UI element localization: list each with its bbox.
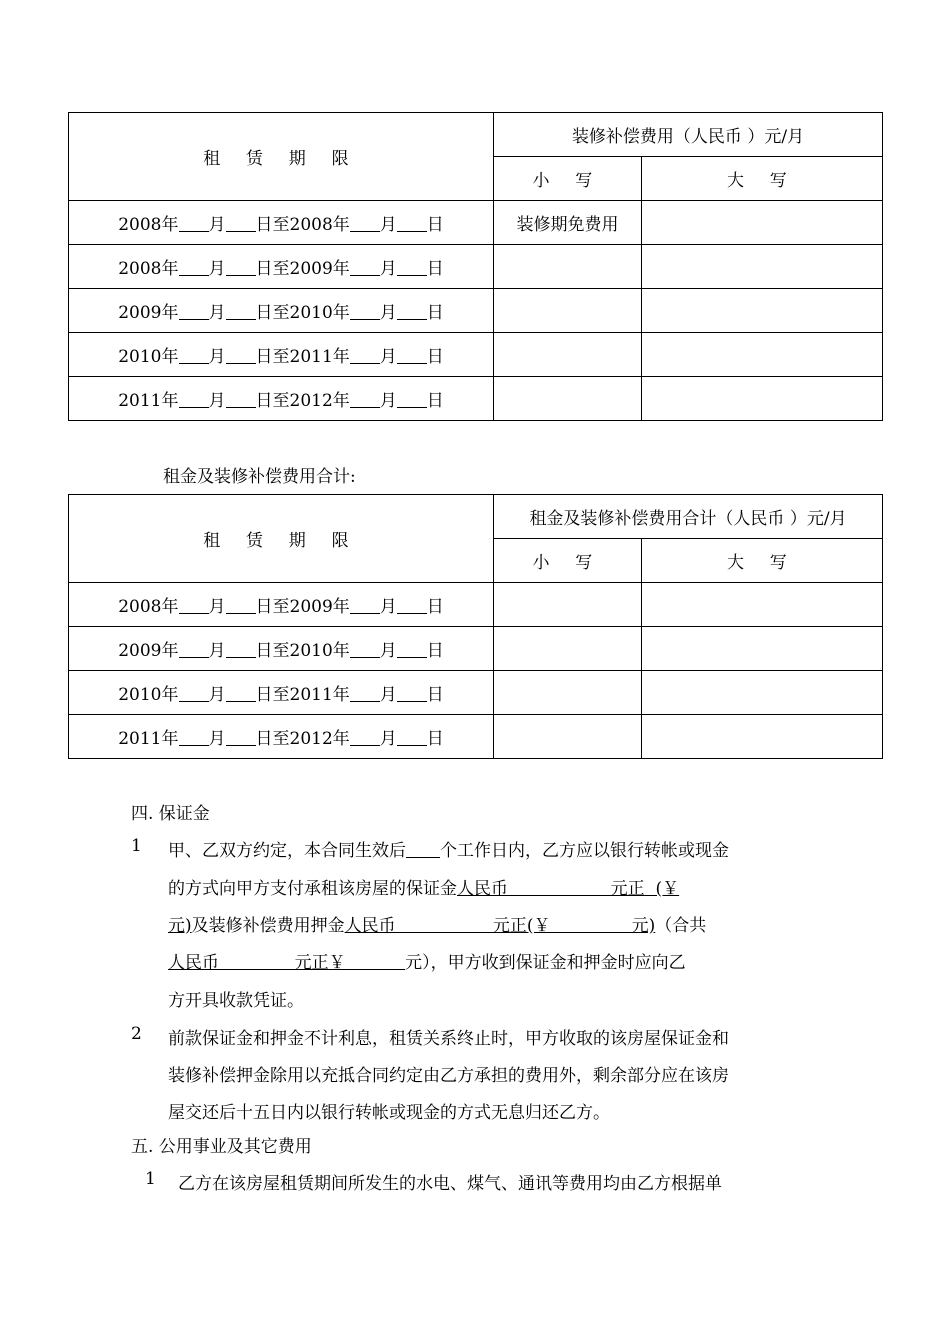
large-cell [642,333,883,377]
section5-heading: 五. 公用事业及其它费用 [131,1137,312,1157]
section4-item2-line3: 屋交还后十五日内以银行转帐或现金的方式无息归还乙方。 [168,1103,610,1123]
period-cell: 2010年 月 日至2011年 月 日 [69,671,494,715]
section4-item2-line1: 前款保证金和押金不计利息，租赁关系终止时，甲方收取的该房屋保证金和 [168,1029,729,1049]
period-cell: 2010年 月 日至2011年 月 日 [69,333,494,377]
table-row [69,377,883,421]
header-period: 租 赁 期 限 [69,495,494,583]
item-number: 1 [145,1169,156,1189]
table-row [69,245,883,289]
large-cell [642,671,883,715]
period-cell: 2008年 月 日至2009年 月 日 [69,583,494,627]
section4-item1-line1: 甲、乙双方约定，本合同生效后 个工作日内，乙方应以银行转帐或现金 [168,841,729,861]
period-cell: 2008年 月 日至2009年 月 日 [69,245,494,289]
renovation-fee-table [68,112,883,421]
table-row [69,627,883,671]
small-cell [494,289,642,333]
header-fee: 租金及装修补偿费用合计（人民币 ）元/月 [494,495,883,539]
section4-item1-line3: 元)及装修补偿费用押金人民币 元正(￥ 元)（合共 [168,916,707,936]
header-large: 大 写 [642,539,883,583]
item-number: 1 [131,836,142,856]
section4-item2-line2: 装修补偿押金除用以充抵合同约定由乙方承担的费用外，剩余部分应在该房 [168,1066,729,1086]
period-cell: 2009年 月 日至2010年 月 日 [69,289,494,333]
small-cell [494,627,642,671]
period-cell: 2011年 月 日至2012年 月 日 [69,377,494,421]
section4-item1-line4: 人民币 元正￥ 元），甲方收到保证金和押金时应向乙 [168,953,686,973]
period-cell: 2008年 月 日至2008年 月 日 [69,201,494,245]
large-cell [642,201,883,245]
section4-heading: 四. 保证金 [131,804,210,824]
period-cell: 2011年 月 日至2012年 月 日 [69,715,494,759]
header-period: 租 赁 期 限 [69,113,494,201]
small-cell [494,377,642,421]
small-cell [494,715,642,759]
small-cell [494,333,642,377]
header-small: 小 写 [494,157,642,201]
small-cell [494,583,642,627]
section4-item1-line5: 方开具收款凭证。 [168,991,304,1011]
large-cell [642,627,883,671]
small-cell [494,245,642,289]
rent-total-table [68,494,883,759]
small-cell: 装修期免费用 [494,201,642,245]
table-row [69,715,883,759]
section5-item1-line1: 乙方在该房屋租赁期间所发生的水电、煤气、通讯等费用均由乙方根据单 [178,1174,722,1194]
header-fee: 装修补偿费用（人民币 ）元/月 [494,113,883,157]
period-cell: 2009年 月 日至2010年 月 日 [69,627,494,671]
large-cell [642,377,883,421]
table-row [69,333,883,377]
large-cell [642,583,883,627]
table-row [69,289,883,333]
table-row [69,583,883,627]
header-large: 大 写 [642,157,883,201]
table2-caption: 租金及装修补偿费用合计: [163,467,356,487]
large-cell [642,245,883,289]
table-row [69,671,883,715]
small-cell [494,671,642,715]
header-small: 小 写 [494,539,642,583]
section4-item1-line2: 的方式向甲方支付承租该房屋的保证金人民币 元正 (￥ [168,879,680,899]
item-number: 2 [131,1024,142,1044]
large-cell [642,289,883,333]
table-row [69,201,883,245]
large-cell [642,715,883,759]
